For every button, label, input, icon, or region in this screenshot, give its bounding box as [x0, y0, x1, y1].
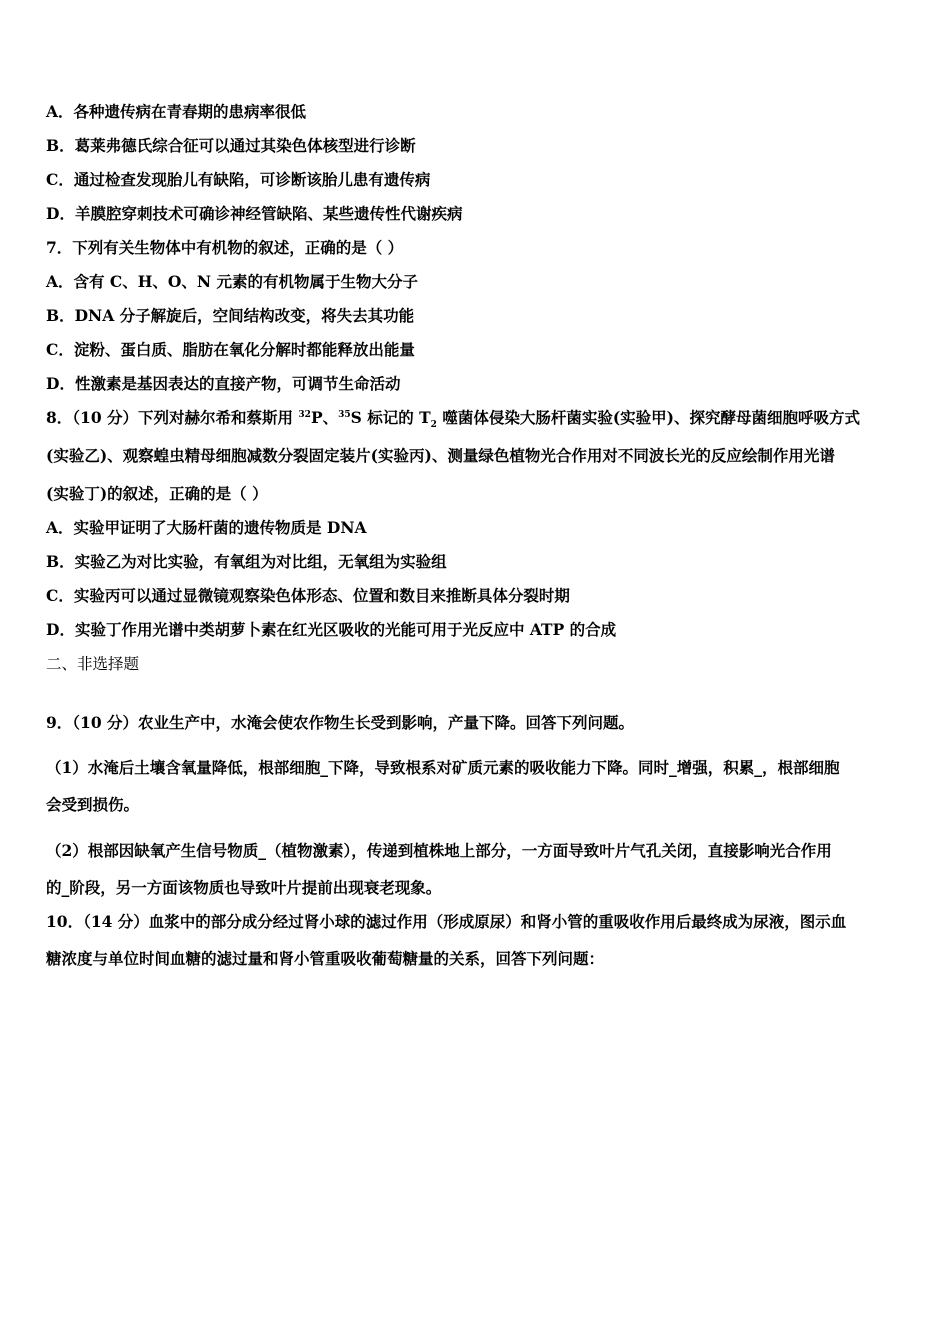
- q7-option-c: [46, 340, 906, 360]
- option-text: 葛莱弗德氏综合征可以通过其染色体核型进行诊断: [74, 136, 416, 155]
- option-letter: C．: [46, 340, 74, 359]
- superscript-35: 35: [338, 409, 351, 420]
- q7-stem: 7．下列有关生物体中有机物的叙述，正确的是（ ）: [46, 238, 404, 257]
- option-text: 淀粉、蛋白质、脂肪在氧化分解时都能释放出能量: [73, 340, 415, 359]
- q6-option-a: [46, 102, 906, 122]
- q10-stem-line1: 10．（14 分）血浆中的部分成分经过肾小球的滤过作用（形成原尿）和肾小管的重吸收作用后最终成为尿液，图示血: [46, 912, 847, 931]
- q9-stem: 9．（10 分）农业生产中，水淹会使农作物生长受到影响，产量下降。回答下列问题。: [46, 713, 635, 732]
- q10-stem-line2: 糖浓度与单位时间血糖的滤过量和肾小管重吸收葡萄糖量的关系，回答下列问题：: [46, 949, 605, 968]
- option-letter: B．: [46, 552, 75, 571]
- q6-option-b: [46, 136, 906, 156]
- option-letter: C．: [46, 170, 74, 189]
- option-letter: B．: [46, 136, 75, 155]
- option-letter: A．: [46, 102, 74, 121]
- q6-option-c: [46, 170, 906, 190]
- q7-option-d: [46, 374, 906, 394]
- option-letter: D．: [46, 620, 75, 639]
- q8-stem-line1: [46, 408, 906, 431]
- q9-part1-line2: 会受到损伤。: [46, 795, 140, 814]
- option-text: 实验乙为对比实验，有氧组为对比组，无氧组为实验组: [74, 552, 447, 571]
- option-text: 实验甲证明了大肠杆菌的遗传物质是 DNA: [73, 518, 367, 537]
- subscript-2: 2: [430, 420, 437, 431]
- q8-option-d: [46, 620, 906, 640]
- q8-stem-part-b: S 标记的 T: [350, 408, 431, 427]
- superscript-32: 32: [298, 409, 311, 420]
- option-letter: B．: [46, 306, 75, 325]
- option-letter: D．: [46, 204, 75, 223]
- q8-stem-part-c: 噬菌体侵染大肠杆菌实验(实验甲)、探究酵母菌细胞呼吸方式: [436, 408, 860, 427]
- q9-part2-line1: （2）根部因缺氧产生信号物质_（植物激素），传递到植株地上部分，一方面导致叶片气孔关闭，直接影响光合作用: [46, 841, 832, 860]
- q9-part1-line1: （1）水淹后土壤含氧量降低，根部细胞_下降，导致根系对矿质元素的吸收能力下降。同时_增强，积累_，根部细胞: [46, 758, 840, 777]
- option-text: 各种遗传病在青春期的患病率很低: [73, 102, 307, 121]
- q8-option-c: [46, 586, 906, 606]
- option-text: DNA 分子解旋后，空间结构改变，将失去其功能: [74, 306, 415, 325]
- q7-option-b: [46, 306, 906, 326]
- option-text: 含有 C、H、O、N 元素的有机物属于生物大分子: [73, 272, 418, 291]
- option-text: 通过检查发现胎儿有缺陷，可诊断该胎儿患有遗传病: [73, 170, 431, 189]
- option-letter: A．: [46, 272, 74, 291]
- option-letter: C．: [46, 586, 74, 605]
- option-letter: A．: [46, 518, 74, 537]
- q8-option-b: [46, 552, 906, 572]
- q8-stem-line2: (实验乙)、观察蝗虫精母细胞减数分裂固定装片(实验丙)、测量绿色植物光合作用对不同波长光的反应绘制作用光谱: [46, 446, 835, 465]
- option-letter: D．: [46, 374, 75, 393]
- q8-stem-p: P、: [310, 408, 339, 427]
- option-text: 性激素是基因表达的直接产物，可调节生命活动: [74, 374, 401, 393]
- option-text: 实验丙可以通过显微镜观察染色体形态、位置和数目来推断具体分裂时期: [73, 586, 570, 605]
- q8-stem-part-a: 8．（10 分）下列对赫尔希和蔡斯用: [46, 408, 299, 427]
- option-text: 实验丁作用光谱中类胡萝卜素在红光区吸收的光能可用于光反应中 ATP 的合成: [74, 620, 617, 639]
- q9-part2-line2: 的_阶段，另一方面该物质也导致叶片提前出现衰老现象。: [46, 878, 442, 897]
- q6-option-d: [46, 204, 906, 224]
- q8-stem-line3: (实验丁)的叙述，正确的是（ ）: [46, 484, 268, 503]
- q7-option-a: [46, 272, 906, 292]
- section-heading: 二、非选择题: [46, 655, 140, 673]
- q8-option-a: [46, 518, 906, 538]
- option-text: 羊膜腔穿刺技术可确诊神经管缺陷、某些遗传性代谢疾病: [74, 204, 463, 223]
